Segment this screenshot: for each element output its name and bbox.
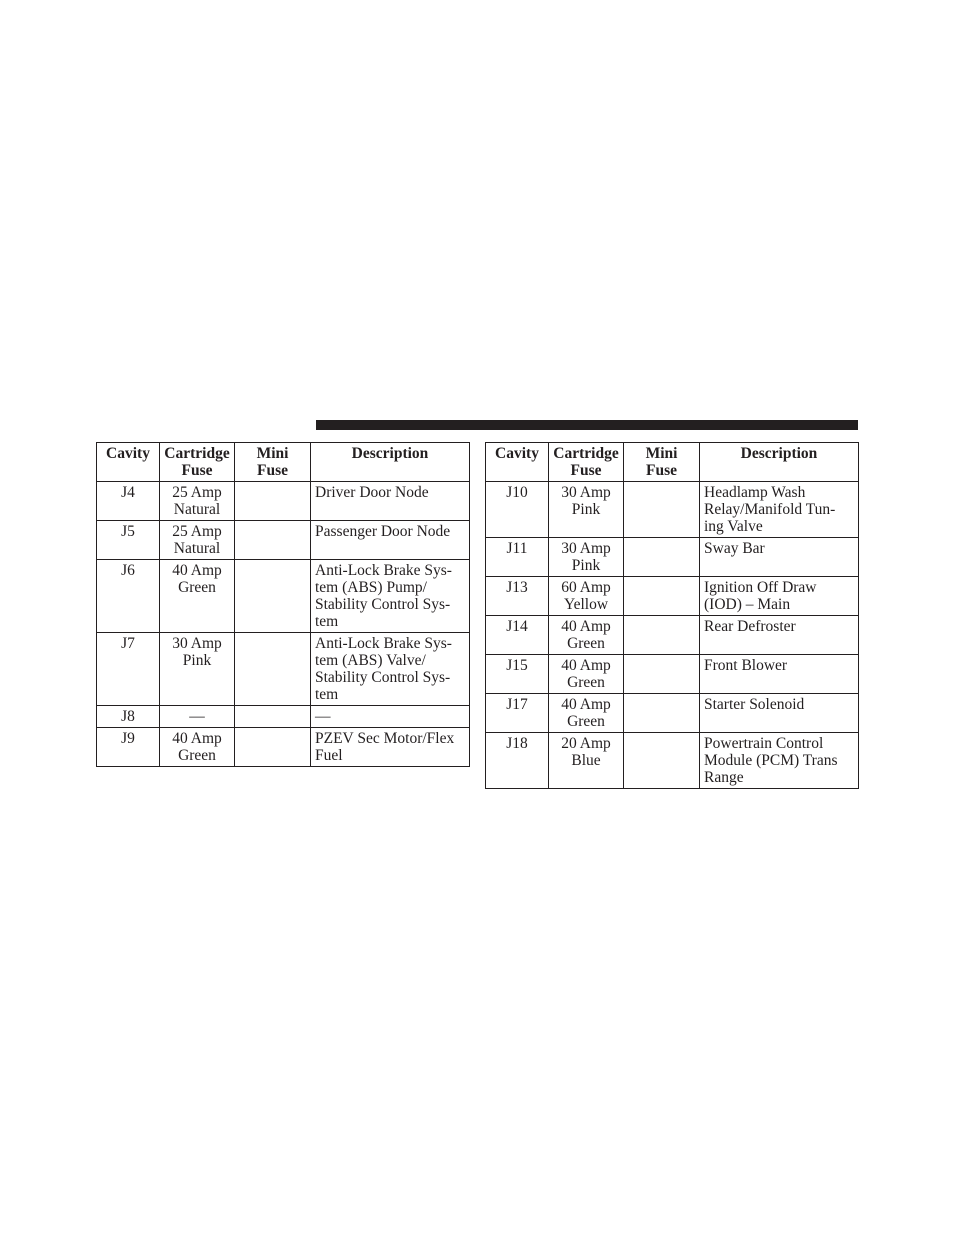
- table-body: [97, 482, 470, 767]
- mini-fuse-cell: [624, 538, 700, 577]
- cartridge-fuse-cell: 20 Amp Blue: [549, 733, 624, 789]
- description-cell: Powertrain Control Module (PCM) Trans Range: [700, 733, 859, 789]
- cartridge-fuse-cell: 40 Amp Green: [549, 694, 624, 733]
- description-cell: Driver Door Node: [311, 482, 470, 521]
- table-header: [486, 443, 859, 482]
- header-mini-fuse: Mini Fuse: [624, 443, 700, 482]
- description-cell: Starter Solenoid: [700, 694, 859, 733]
- cavity-cell: J5: [97, 521, 160, 560]
- cavity-cell: J4: [97, 482, 160, 521]
- table-row: [486, 694, 859, 733]
- header-cavity: Cavity: [97, 443, 160, 482]
- mini-fuse-cell: [624, 577, 700, 616]
- description-cell: Front Blower: [700, 655, 859, 694]
- table-row: [486, 655, 859, 694]
- cavity-cell: J11: [486, 538, 549, 577]
- table-row: [97, 560, 470, 633]
- mini-fuse-cell: [624, 616, 700, 655]
- description-cell: Rear Defroster: [700, 616, 859, 655]
- table-row: [486, 538, 859, 577]
- fuse-table-right: [485, 442, 859, 789]
- table-row: [486, 482, 859, 538]
- header-cartridge-fuse: Cartridge Fuse: [549, 443, 624, 482]
- header-cavity: Cavity: [486, 443, 549, 482]
- cartridge-fuse-cell: —: [160, 706, 235, 728]
- description-cell: PZEV Sec Motor/Flex Fuel: [311, 728, 470, 767]
- table-row: [486, 577, 859, 616]
- cartridge-fuse-cell: 30 Amp Pink: [160, 633, 235, 706]
- description-cell: Anti-Lock Brake Sys- tem (ABS) Pump/ Stability Control Sys- tem: [311, 560, 470, 633]
- cavity-cell: J17: [486, 694, 549, 733]
- cavity-cell: J15: [486, 655, 549, 694]
- mini-fuse-cell: [624, 694, 700, 733]
- mini-fuse-cell: [235, 728, 311, 767]
- table-body: [486, 482, 859, 789]
- cartridge-fuse-cell: 30 Amp Pink: [549, 538, 624, 577]
- cavity-cell: J14: [486, 616, 549, 655]
- header-description: Description: [700, 443, 859, 482]
- mini-fuse-cell: [235, 521, 311, 560]
- cavity-cell: J18: [486, 733, 549, 789]
- description-cell: Headlamp Wash Relay/Manifold Tun- ing Valve: [700, 482, 859, 538]
- table-row: [486, 616, 859, 655]
- header-mini-fuse: Mini Fuse: [235, 443, 311, 482]
- description-cell: Passenger Door Node: [311, 521, 470, 560]
- cavity-cell: J8: [97, 706, 160, 728]
- header-description: Description: [311, 443, 470, 482]
- cavity-cell: J6: [97, 560, 160, 633]
- description-cell: —: [311, 706, 470, 728]
- description-cell: Anti-Lock Brake Sys- tem (ABS) Valve/ Stability Control Sys- tem: [311, 633, 470, 706]
- cavity-cell: J13: [486, 577, 549, 616]
- cartridge-fuse-cell: 40 Amp Green: [549, 655, 624, 694]
- table-row: [97, 728, 470, 767]
- mini-fuse-cell: [624, 733, 700, 789]
- table-row: [486, 733, 859, 789]
- cavity-cell: J10: [486, 482, 549, 538]
- cartridge-fuse-cell: 60 Amp Yellow: [549, 577, 624, 616]
- table-row: [97, 706, 470, 728]
- table-header: [97, 443, 470, 482]
- section-header-bar: [316, 420, 858, 430]
- description-cell: Sway Bar: [700, 538, 859, 577]
- cavity-cell: J9: [97, 728, 160, 767]
- cartridge-fuse-cell: 40 Amp Green: [160, 728, 235, 767]
- cavity-cell: J7: [97, 633, 160, 706]
- cartridge-fuse-cell: 25 Amp Natural: [160, 521, 235, 560]
- mini-fuse-cell: [235, 560, 311, 633]
- table-row: [97, 482, 470, 521]
- cartridge-fuse-cell: 30 Amp Pink: [549, 482, 624, 538]
- mini-fuse-cell: [235, 633, 311, 706]
- cartridge-fuse-cell: 25 Amp Natural: [160, 482, 235, 521]
- table-row: [97, 633, 470, 706]
- cartridge-fuse-cell: 40 Amp Green: [160, 560, 235, 633]
- cartridge-fuse-cell: 40 Amp Green: [549, 616, 624, 655]
- mini-fuse-cell: [235, 706, 311, 728]
- fuse-table-left: [96, 442, 470, 767]
- description-cell: Ignition Off Draw (IOD) – Main: [700, 577, 859, 616]
- header-cartridge-fuse: Cartridge Fuse: [160, 443, 235, 482]
- table-row: [97, 521, 470, 560]
- mini-fuse-cell: [235, 482, 311, 521]
- mini-fuse-cell: [624, 655, 700, 694]
- mini-fuse-cell: [624, 482, 700, 538]
